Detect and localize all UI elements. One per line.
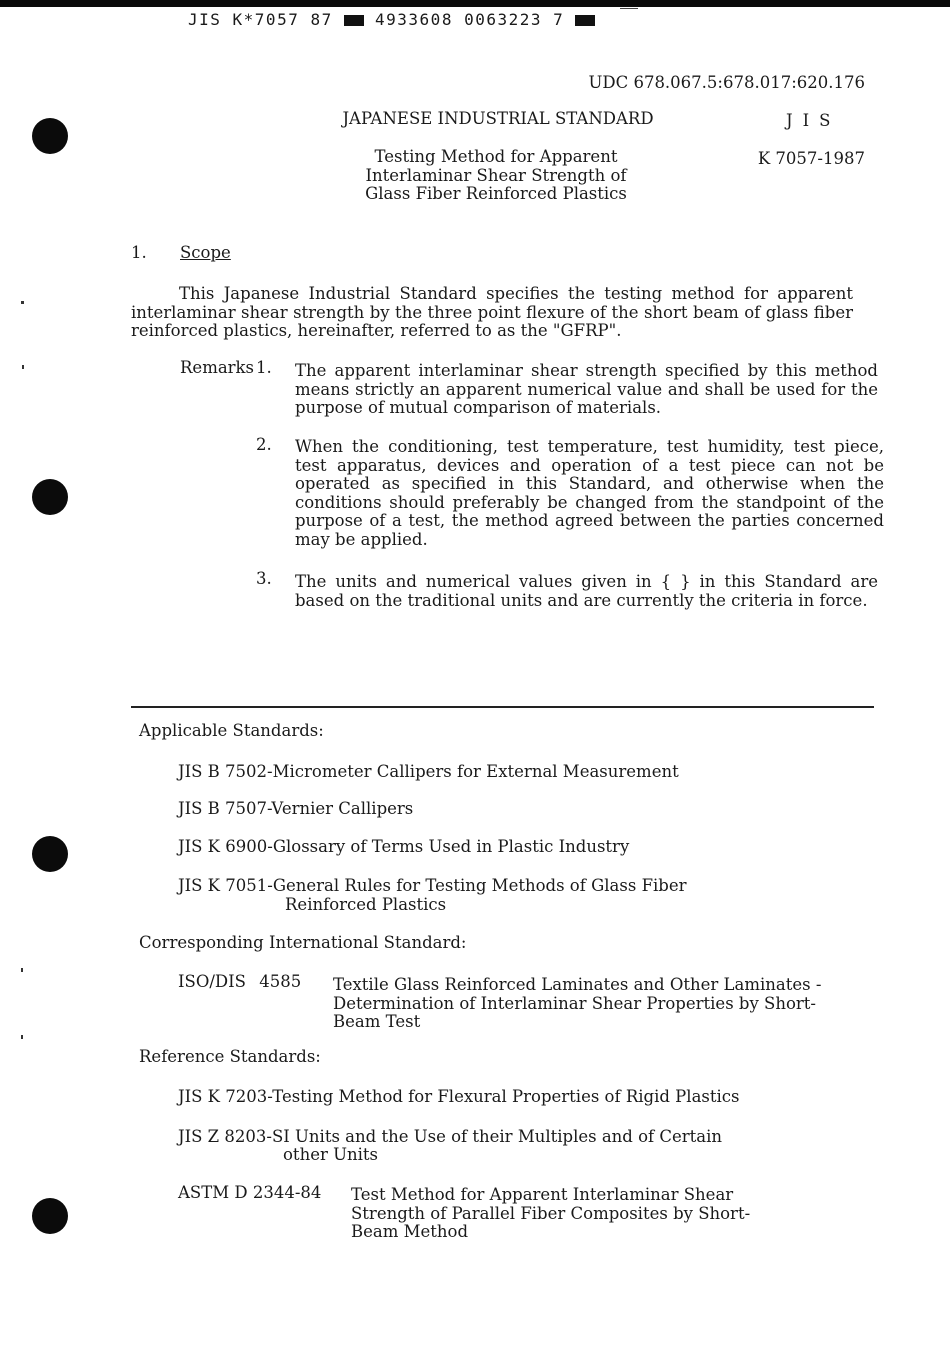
jis-number: K 7057-1987 bbox=[757, 149, 865, 168]
astm-title: Test Method for Apparent Interlaminar Shear Strength of Parallel Fiber Composites by Short-Beam Method bbox=[351, 1185, 751, 1241]
standard-ref: JIS K 7203-Testing Method for Flexural Properties of Rigid Plastics bbox=[178, 1087, 740, 1106]
scope-paragraph: This Japanese Industrial Standard specifies the testing method for apparent interlaminar shear strength by the three point flexure of the short beam of glass fiber reinforced plastics, hereinafter, referred to as the "GFRP". bbox=[131, 284, 853, 340]
remark-number: 2. bbox=[256, 435, 272, 454]
document-code-header bbox=[188, 11, 595, 30]
international-heading: Corresponding International Standard: bbox=[139, 933, 467, 952]
remark-text: When the conditioning, test temperature, test humidity, test piece, test apparatus, devices and operation of a test piece can not be operated as specified in this Standard, and otherwise when the conditions should preferably be changed from the standpoint of the purpose of a test, the method agreed between the parties concerned may be applied. bbox=[295, 437, 884, 549]
standard-ref: JIS Z 8203-SI Units and the Use of their Multiples and of Certain bbox=[178, 1127, 723, 1146]
reference-heading: Reference Standards: bbox=[139, 1047, 321, 1066]
document-title bbox=[340, 148, 652, 204]
standard-ref-continued: other Units bbox=[283, 1145, 378, 1164]
scan-speck bbox=[22, 365, 24, 369]
scan-speck bbox=[21, 1035, 23, 1039]
title-line: Glass Fiber Reinforced Plastics bbox=[365, 184, 627, 203]
binder-hole bbox=[32, 479, 68, 515]
udc-number: UDC 678.067.5:678.017:620.176 bbox=[588, 73, 865, 92]
binder-hole bbox=[32, 118, 68, 154]
remark-text: The units and numerical values given in { } in this Standard are based on the traditional units and are currently the criteria in force. bbox=[295, 572, 878, 610]
remarks-label: Remarks bbox=[180, 358, 255, 377]
remark-number: 3. bbox=[256, 569, 272, 588]
footnote-divider bbox=[131, 706, 874, 708]
standard-ref: JIS B 7507-Vernier Callipers bbox=[178, 799, 414, 818]
jis-mark: JIS bbox=[786, 111, 841, 130]
remark-number: 1. bbox=[256, 358, 272, 377]
scan-mark bbox=[620, 8, 638, 9]
document-serial: 4933608 0063223 7 bbox=[375, 10, 565, 29]
redaction-block bbox=[575, 15, 595, 26]
standard-name: JAPANESE INDUSTRIAL STANDARD bbox=[342, 109, 654, 128]
remark-text: The apparent interlaminar shear strength specified by this method means strictly an apparent numerical value and shall be used for the purpose of mutual comparison of materials. bbox=[295, 361, 878, 417]
applicable-heading: Applicable Standards: bbox=[139, 721, 324, 740]
standard-ref: JIS K 7051-General Rules for Testing Methods of Glass Fiber bbox=[178, 876, 687, 895]
section-heading: Scope bbox=[180, 243, 231, 262]
title-line: Interlaminar Shear Strength of bbox=[365, 165, 627, 185]
title-line: Testing Method for Apparent bbox=[374, 147, 618, 166]
document-code: JIS K*7057 87 bbox=[188, 10, 333, 29]
section-number: 1. bbox=[131, 243, 147, 262]
redaction-block bbox=[344, 15, 364, 26]
international-code: ISO/DIS 4585 bbox=[178, 972, 302, 991]
astm-code: ASTM D 2344-84 bbox=[178, 1183, 322, 1202]
standard-ref-continued: Reinforced Plastics bbox=[285, 895, 447, 914]
international-title: Textile Glass Reinforced Laminates and Other Laminates -Determination of Interlaminar Shear Properties by Short-Beam Test bbox=[333, 975, 822, 1031]
standard-ref: JIS K 6900-Glossary of Terms Used in Plastic Industry bbox=[178, 837, 630, 856]
standard-ref: JIS B 7502-Micrometer Callipers for External Measurement bbox=[178, 762, 679, 781]
binder-hole bbox=[32, 836, 68, 872]
scan-speck bbox=[21, 968, 23, 972]
scan-top-bar bbox=[0, 0, 950, 7]
binder-hole bbox=[32, 1198, 68, 1234]
scan-speck bbox=[21, 301, 24, 304]
